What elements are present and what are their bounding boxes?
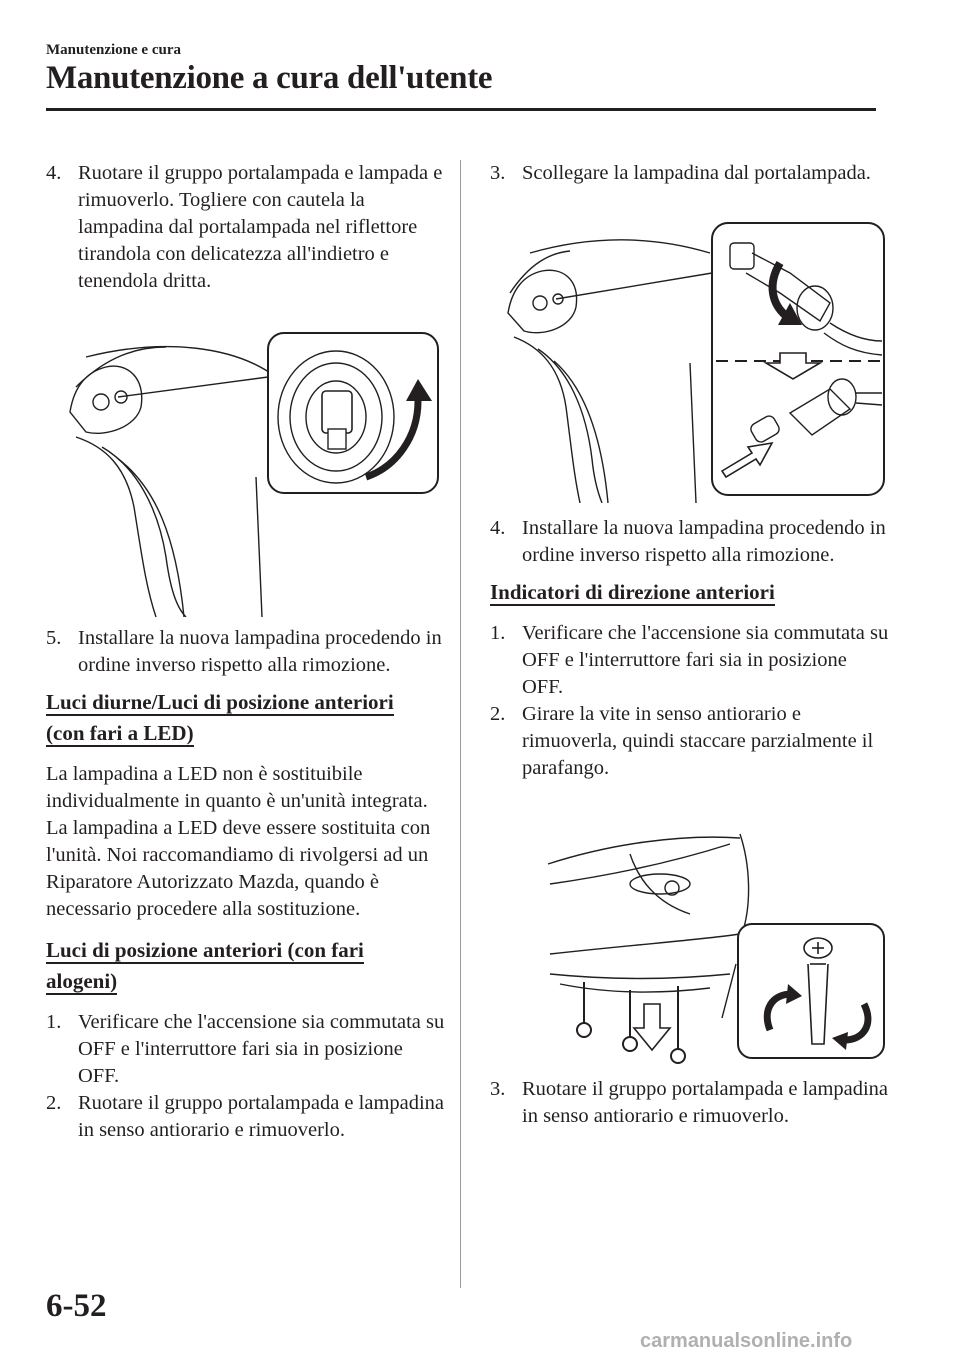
led-paragraph-2: La lampadina a LED deve essere sostituita con l'unità. Noi raccomandiamo di rivolgersi ad un Riparatore Autorizzato Mazda, quando è necessario procedere alla sostituzione.	[46, 817, 431, 920]
step-number: 1.	[46, 1011, 62, 1033]
page-title: Manutenzione a cura dell'utente	[46, 60, 493, 96]
step-text: Girare la vite in senso antiorario e rimuoverla, quindi staccare parzialmente il parafango.	[522, 703, 874, 779]
halogen-step-2	[46, 1090, 446, 1144]
indicator-step-2	[490, 701, 890, 782]
step-5	[46, 625, 446, 679]
heading-halogen-line1: Luci di posizione anteriori (con fari	[46, 938, 364, 962]
bulb-disconnect-illustration	[490, 213, 890, 503]
right-column	[490, 160, 890, 1130]
step-number: 2.	[490, 703, 506, 725]
step-text: Verificare che l'accensione sia commutata su OFF e l'interruttore fari sia in posizione OFF.	[522, 622, 889, 698]
step-number: 5.	[46, 627, 62, 649]
step-text: Installare la nuova lampadina procedendo in ordine inverso rispetto alla rimozione.	[522, 517, 886, 566]
step-text: Verificare che l'accensione sia commutata su OFF e l'interruttore fari sia in posizione OFF.	[78, 1011, 445, 1087]
halogen-step-1	[46, 1009, 446, 1090]
step-number: 3.	[490, 1078, 506, 1100]
heading-halogen-lights	[46, 935, 446, 997]
fender-screw-illustration	[490, 804, 890, 1064]
step-number: 4.	[490, 517, 506, 539]
page-number: 6-52	[46, 1288, 107, 1324]
step-text: Ruotare il gruppo portalampada e lampadina in senso antiorario e rimuoverlo.	[522, 1078, 889, 1127]
step-number: 3.	[490, 162, 506, 184]
heading-halogen-line2: alogeni)	[46, 969, 118, 993]
heading-indicators-text: Indicatori di direzione anteriori	[490, 580, 775, 604]
step-number: 2.	[46, 1092, 62, 1114]
step-number: 4.	[46, 162, 62, 184]
left-column	[46, 160, 446, 1144]
indicator-step-3	[490, 1076, 890, 1130]
step-number: 1.	[490, 622, 506, 644]
step-4	[46, 160, 446, 295]
step-text: Ruotare il gruppo portalampada e lampada e rimuoverlo. Togliere con cautela la lampadina dal portalampada nel riflettore tirandola con delicatezza all'indietro e tenendola dritta.	[78, 162, 443, 292]
column-divider	[460, 160, 461, 1288]
heading-led-lights	[46, 687, 446, 749]
indicator-step-1	[490, 620, 890, 701]
led-paragraph	[46, 761, 446, 923]
led-paragraph-1: La lampadina a LED non è sostituibile individualmente in quanto è un'unità integrata.	[46, 763, 428, 812]
step-3	[490, 160, 890, 187]
step-text: Ruotare il gruppo portalampada e lampadina in senso antiorario e rimuoverlo.	[78, 1092, 445, 1141]
step-text: Scollegare la lampadina dal portalampada.	[522, 162, 871, 184]
step-text: Installare la nuova lampadina procedendo in ordine inverso rispetto alla rimozione.	[78, 627, 442, 676]
step-4-install	[490, 515, 890, 569]
section-label: Manutenzione e cura	[46, 42, 181, 58]
header-rule	[46, 108, 876, 111]
heading-led-line1: Luci diurne/Luci di posizione anteriori	[46, 690, 394, 714]
watermark: carmanualsonline.info	[640, 1330, 853, 1352]
bulb-holder-illustration	[46, 317, 446, 617]
heading-led-line2: (con fari a LED)	[46, 721, 194, 745]
heading-indicators	[490, 577, 890, 608]
